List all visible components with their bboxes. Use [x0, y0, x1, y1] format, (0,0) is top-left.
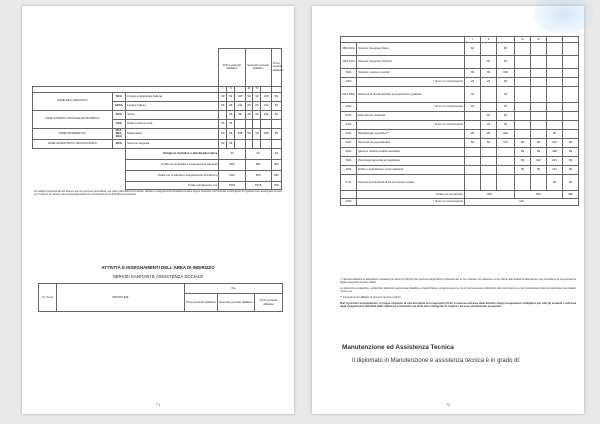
- hours-value: 99: [245, 128, 253, 139]
- class-code: 40/A: [341, 148, 357, 157]
- hours-value: [481, 87, 497, 103]
- hours-value: 66: [563, 175, 579, 191]
- hours-value: 66: [515, 139, 531, 148]
- hours-value: [515, 69, 531, 78]
- hours-value: 759: [271, 181, 281, 189]
- hours-value: 693: [465, 191, 515, 199]
- section-text: Il diplomato in Manutenzione e assistenza tecnica è in grado di:: [352, 358, 521, 364]
- compresenza-label: * di cui in compresenza: [357, 199, 465, 206]
- discipline-name: Diritto ed Economia: [126, 119, 219, 128]
- hours-value: 99: [515, 157, 531, 166]
- hours-value: [563, 130, 579, 139]
- hours-value: [563, 121, 579, 130]
- hours-value: 33: [271, 148, 281, 159]
- primo-header: Primo periodo didattico: [185, 294, 218, 312]
- primo-periodo-header: Primo periodo didattico: [219, 48, 245, 86]
- discipline-name: Storia: [126, 110, 219, 119]
- hours-value: [261, 119, 271, 128]
- class-code: 31/A: [341, 112, 357, 121]
- hours-value: [547, 56, 563, 69]
- class-code: 38/A 49/A: [341, 43, 357, 56]
- hours-value: 99: [515, 148, 531, 157]
- year-header: I: [219, 86, 227, 92]
- hours-value: 33: [497, 87, 515, 103]
- hours-value: 66: [227, 119, 235, 128]
- hours-value: 132: [547, 139, 563, 148]
- blank-cell: [341, 191, 357, 199]
- hours-value: 99: [563, 148, 579, 157]
- class-code: 4/SC: [341, 199, 357, 206]
- hours-value: 198: [497, 69, 515, 78]
- blank-cell: [33, 148, 126, 159]
- right-notes: [340, 278, 578, 311]
- section-title: Manutenzione ed Assistenza Tecnica: [342, 344, 454, 351]
- hours-value: [563, 56, 579, 69]
- hours-value: 99: [271, 128, 281, 139]
- hours-value: 66: [563, 139, 579, 148]
- secondo-periodo-header: Secondo periodo didattico: [245, 48, 271, 86]
- hours-value: [465, 112, 481, 121]
- hours-value: [515, 121, 531, 130]
- class-code: 50/A: [112, 92, 126, 101]
- hours-value: 99: [563, 157, 579, 166]
- hours-value: [481, 103, 497, 112]
- hours-value: [515, 56, 531, 69]
- note-paragraph: ** insegnamento affidato al docente tecnico-pratico.: [340, 296, 402, 300]
- religione-row-label: Religione Cattolica o attività alternative: [126, 148, 219, 159]
- hours-value: [531, 130, 547, 139]
- note-paragraph: Le istituzioni scolastiche, nell'ambito della loro autonomia didattica e organizzativa, programmano le ore di compresenza nell'ambito del primo biennio e del complessivo triennio sulla base del relativo monte ore.: [340, 287, 577, 294]
- hours-value: 66: [245, 101, 253, 110]
- hours-value: 66: [497, 43, 515, 56]
- asse-label: ASSE SCIENTIFICO-TECNOLOGICO: [33, 139, 113, 148]
- hours-value: [261, 139, 271, 148]
- year-header: IV: [253, 86, 261, 92]
- class-code: 47/A-48/A-49/A: [112, 128, 126, 139]
- hours-value: 66: [481, 139, 497, 148]
- hours-value: 396: [271, 170, 281, 181]
- hours-value: [481, 175, 497, 191]
- area-title: ATTIVITÀ E INSEGNAMENTI DELL'AREA DI INDIRIZZO: [101, 265, 215, 270]
- year-header: II: [227, 86, 235, 92]
- left-footnote: Gli istituti professionali del settore servizi possono prevedere, nel piano dell'offerta formativa, attività e insegnamenti facoltativi di altre lingue straniere nei limiti del contingente di organico loro assegnato ovvero con l'utilizzo di risorse comunque disponibili per il potenziamento dell'offerta formativa.: [34, 190, 282, 197]
- class-code: 46/A: [341, 139, 357, 148]
- hours-value: 66: [253, 110, 261, 119]
- hours-value: 66: [515, 166, 531, 175]
- hours-value: 66: [531, 139, 547, 148]
- hours-value: 1518: [219, 181, 245, 189]
- hours-value: 825: [219, 159, 245, 170]
- hours-value: [547, 69, 563, 78]
- terzo-periodo-header: Terzo periodo didattico: [271, 48, 281, 86]
- hours-value: [563, 112, 579, 121]
- left-timetable: [32, 36, 282, 190]
- area-table: [38, 283, 283, 312]
- ore-header: Ore: [185, 284, 283, 294]
- class-code: 36/A: [341, 69, 357, 78]
- hours-value: [515, 78, 531, 87]
- hours-value: [235, 119, 245, 128]
- hours-value: 99: [227, 139, 235, 148]
- hours-value: 66: [219, 101, 227, 110]
- hours-value: 231: [547, 157, 563, 166]
- hours-value: 99: [465, 69, 481, 78]
- hours-value: 198: [235, 128, 245, 139]
- hours-value: 198: [261, 92, 271, 101]
- class-code: 4/SC: [341, 103, 357, 112]
- hours-value: [547, 121, 563, 130]
- hours-value: 198: [261, 128, 271, 139]
- class-code: 36/A: [341, 157, 357, 166]
- hours-value: 66: [481, 112, 497, 121]
- hours-value: [235, 139, 245, 148]
- hours-value: 66: [497, 56, 515, 69]
- discipline-name: Diritto e legislazione socio-sanitaria: [357, 166, 465, 175]
- year-header: I: [465, 37, 481, 43]
- discipline-name: Lingua e letteratura italiana: [126, 92, 219, 101]
- discipline-name: Elementi di storia dell'arte ed espressioni grafiche: [357, 87, 465, 103]
- hours-value: [547, 43, 563, 56]
- hours-value: 99: [253, 92, 261, 101]
- hours-value: 132: [547, 166, 563, 175]
- hours-value: [219, 110, 227, 119]
- hours-value: [465, 148, 481, 157]
- discipline-name: Scienze umane e sociali: [357, 69, 465, 78]
- hours-value: 99: [219, 92, 227, 101]
- discipline-name: Scienze integrate: [126, 139, 219, 148]
- hours-value: [497, 175, 515, 191]
- hours-value: 33: [497, 121, 515, 130]
- hours-value: 66: [547, 175, 563, 191]
- hours-value: [481, 148, 497, 157]
- class-code: 24/A 28/A: [341, 87, 357, 103]
- hours-value: 132: [235, 101, 245, 110]
- right-timetable: [340, 36, 579, 206]
- hours-value: [253, 139, 261, 148]
- hours-value: [465, 166, 481, 175]
- hours-value: 99: [235, 110, 245, 119]
- hours-value: [271, 139, 281, 148]
- hours-value: 132: [261, 110, 271, 119]
- hours-value: [515, 43, 531, 56]
- hours-value: [515, 103, 531, 112]
- hours-value: 33: [465, 78, 481, 87]
- left-page: [22, 6, 294, 414]
- hours-value: 66: [253, 101, 261, 110]
- hours-value: [481, 166, 497, 175]
- hours-value: 132: [261, 101, 271, 110]
- hours-value: 396: [563, 191, 579, 199]
- hours-value: [481, 157, 497, 166]
- discipline-name: Scienze integrate Fisica: [357, 43, 465, 56]
- hours-value: 33: [465, 103, 481, 112]
- tot-complessivo-row-label: Totale complessivo ore: [126, 181, 219, 189]
- page-number: 71: [155, 402, 161, 407]
- hours-value: 33: [465, 87, 481, 103]
- hours-value: 198: [497, 130, 515, 139]
- hours-value: 66: [547, 130, 563, 139]
- hours-value: 66: [465, 43, 481, 56]
- hours-value: [531, 56, 547, 69]
- hours-value: 198: [547, 148, 563, 157]
- discipline-name: Tecnica amministrativa ed economia sociale: [357, 175, 465, 191]
- hours-value: 99: [481, 69, 497, 78]
- hours-value: 66: [271, 101, 281, 110]
- discipline-name: Scienze integrate Chimica: [357, 56, 465, 69]
- asse-label: ASSE STORICO-SOCIALE-ECONOMICO: [33, 110, 113, 128]
- year-header: IV: [531, 37, 547, 43]
- asse-label: ASSE DEI LINGUAGGI: [33, 92, 113, 110]
- hours-value: [497, 157, 515, 166]
- right-page: [312, 6, 584, 414]
- hours-value: 66: [497, 112, 515, 121]
- hours-value: [515, 112, 531, 121]
- class-code: 60/A: [112, 139, 126, 148]
- hours-value: [245, 139, 253, 148]
- hours-value: [515, 130, 531, 139]
- hours-value: [563, 78, 579, 87]
- hours-value: [547, 87, 563, 103]
- hours-value: 66: [481, 56, 497, 69]
- hours-value: 825: [245, 170, 271, 181]
- hours-value: 66: [245, 110, 253, 119]
- hours-value: 99: [481, 130, 497, 139]
- hours-value: [531, 175, 547, 191]
- hours-value: 66: [465, 139, 481, 148]
- hours-value: 693: [219, 170, 245, 181]
- hours-value: 99: [271, 92, 281, 101]
- blank-cell: [33, 159, 126, 170]
- hours-value: 66: [227, 101, 235, 110]
- discipline-name: Lingua inglese: [126, 101, 219, 110]
- hours-value: 33: [481, 78, 497, 87]
- year-header: II: [481, 37, 497, 43]
- hours-value: [531, 78, 547, 87]
- class-code: 346/A: [112, 101, 126, 110]
- note-paragraph: N.B. Il previsto insegnamento, in lingua straniera, di una disciplina non linguistica (CLIL) compresa nell'area delle attività e degli insegnamenti obbligatori per tutti gli studenti o nell'area degli insegnamenti attivabili dalle istituzioni scolastiche nei limiti del contingente di organico ad esse annualmente assegnato.: [340, 301, 577, 309]
- blank-cell: [219, 36, 245, 48]
- hours-value: 99: [227, 128, 235, 139]
- page-glow-decoration: [534, 0, 594, 34]
- hours-value: 33: [219, 148, 245, 159]
- hours-value: [245, 119, 253, 128]
- hours-value: 33: [245, 148, 271, 159]
- hours-value: 99: [219, 139, 227, 148]
- hours-value: 1518: [245, 181, 271, 189]
- hours-value: [497, 166, 515, 175]
- discipline-name: Matematica: [126, 128, 219, 139]
- hours-value: 99: [219, 128, 227, 139]
- tot-indirizzo-row-label: Totale ore di attività e insegnamenti di indirizzo: [126, 170, 219, 181]
- discipline-name: * di cui in compresenza: [357, 78, 465, 87]
- hours-value: 132: [531, 157, 547, 166]
- tot-indirizzo-label: Totale ore di indirizzo: [357, 191, 465, 199]
- hours-value: 99: [227, 92, 235, 101]
- discipline-header: DISCIPLINE: [57, 284, 185, 312]
- hours-value: 66: [271, 110, 281, 119]
- hours-value: [531, 121, 547, 130]
- hours-value: 99: [465, 130, 481, 139]
- hours-value: [563, 103, 579, 112]
- class-code: 50/A: [112, 110, 126, 119]
- blank-cell: [245, 36, 271, 48]
- hours-value: [465, 56, 481, 69]
- discipline-name: Metodologie operative **: [357, 130, 465, 139]
- hours-value: [547, 103, 563, 112]
- hours-value: 33: [481, 121, 497, 130]
- blank-cell: [33, 170, 126, 181]
- hours-value: 33: [497, 103, 515, 112]
- discipline-name: * di cui in compresenza: [357, 103, 465, 112]
- hours-value: [531, 69, 547, 78]
- class-code: 17/A: [341, 175, 357, 191]
- hours-value: [563, 69, 579, 78]
- cl-conc-header: Cl. Conc: [39, 284, 57, 312]
- hours-value: 66: [497, 78, 515, 87]
- terzo-header: Terzo periodo didattico: [255, 294, 283, 312]
- hours-value: 99: [227, 110, 235, 119]
- class-code: 4/SC: [341, 121, 357, 130]
- hours-value: [563, 87, 579, 103]
- hours-value: [531, 43, 547, 56]
- secondo-header: Secondo periodo didattico: [218, 294, 255, 312]
- class-code: 19/A: [341, 166, 357, 175]
- blank-cell: [33, 181, 126, 189]
- note-paragraph: * L'attività didattica di laboratorio caratterizza l'area di indirizzo dei percorsi degli istituti professionali; le ore indicate con asterisco sono riferite alle attività di laboratorio che prevedono la compresenza degli insegnanti tecnico-pratici.: [340, 278, 577, 285]
- blank-cell: [33, 36, 219, 86]
- class-code: 4/SC: [341, 130, 357, 139]
- discipline-name: Igiene e cultura medico-sanitaria: [357, 148, 465, 157]
- hours-value: [481, 43, 497, 56]
- area-subtitle: SERVIZI SANITARI E ASSISTENZA SOCIALE: [112, 274, 204, 279]
- hours-value: 66: [531, 166, 547, 175]
- hours-value: [465, 121, 481, 130]
- hours-value: [515, 175, 531, 191]
- hours-value: [253, 119, 261, 128]
- hours-value: [563, 43, 579, 56]
- tot-generali-row-label: Totale ore di attività e insegnamenti generali: [126, 159, 219, 170]
- hours-value: 132: [465, 199, 579, 206]
- page-number: 72: [445, 402, 451, 407]
- hours-value: 132: [497, 139, 515, 148]
- hours-value: [547, 112, 563, 121]
- hours-value: [465, 175, 481, 191]
- hours-value: 99: [563, 166, 579, 175]
- asse-label: ASSE MATEMATICO: [33, 128, 113, 139]
- hours-value: 99: [531, 148, 547, 157]
- blank-cell: [271, 36, 281, 48]
- discipline-name: Educazione musicale: [357, 112, 465, 121]
- year-header: III: [515, 37, 531, 43]
- hours-value: 363: [271, 159, 281, 170]
- hours-value: 99: [253, 128, 261, 139]
- hours-value: 198: [235, 92, 245, 101]
- class-code: 12/A 13/A: [341, 56, 357, 69]
- discipline-name: Seconda lingua straniera: [357, 139, 465, 148]
- hours-value: [531, 87, 547, 103]
- hours-value: [547, 78, 563, 87]
- hours-value: [271, 119, 281, 128]
- hours-value: [531, 112, 547, 121]
- hours-value: [497, 148, 515, 157]
- hours-value: 825: [515, 191, 563, 199]
- discipline-name: * di cui in compresenza: [357, 121, 465, 130]
- hours-value: 66: [219, 119, 227, 128]
- class-code: 19/A: [112, 119, 126, 128]
- hours-value: [465, 157, 481, 166]
- class-code: 4/SC: [341, 78, 357, 87]
- discipline-name: Psicologia generale ed applicata: [357, 157, 465, 166]
- hours-value: 99: [245, 92, 253, 101]
- hours-value: [531, 103, 547, 112]
- hours-value: 693: [245, 159, 271, 170]
- year-header: III: [245, 86, 253, 92]
- hours-value: [515, 87, 531, 103]
